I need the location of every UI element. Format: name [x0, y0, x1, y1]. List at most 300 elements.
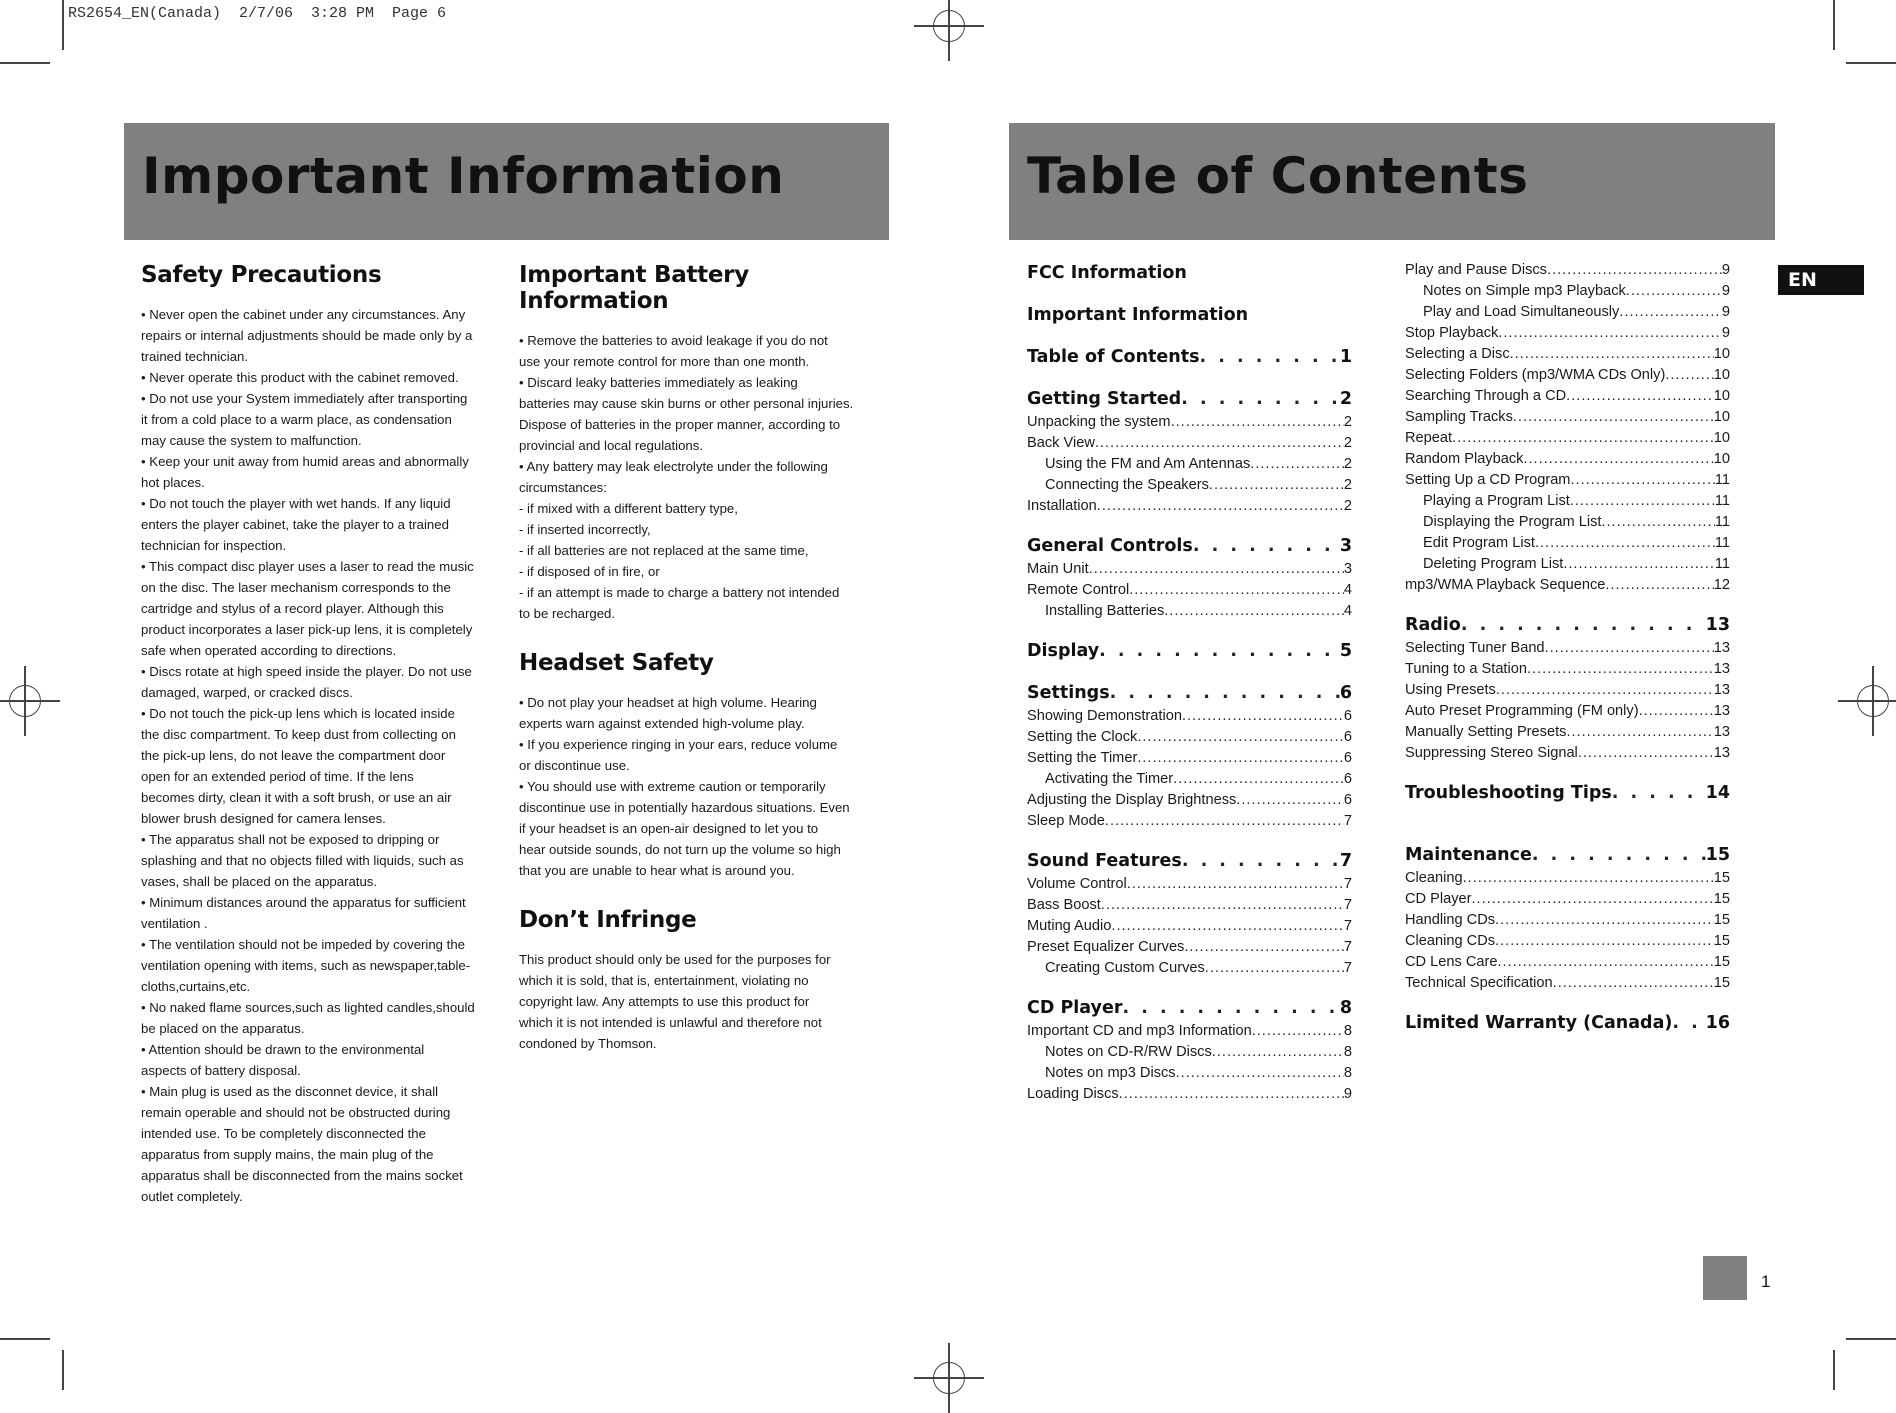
toc-entry-title: Stop Playback — [1405, 325, 1499, 341]
toc-entry[interactable] — [1027, 706, 1352, 727]
toc-entry-page: 11 — [1714, 514, 1730, 530]
toc-leader-dots — [1122, 995, 1339, 1021]
toc-entry[interactable] — [1027, 475, 1352, 496]
toc-entry-title: Using the FM and Am Antennas — [1045, 456, 1251, 472]
toc-entry-page: 15 — [1713, 912, 1730, 928]
text-line: repairs or internal adjustments should be made only by a — [141, 328, 473, 343]
table-of-contents-banner — [1009, 123, 1775, 240]
toc-leader-dots — [1250, 454, 1344, 475]
toc-leader-dots — [1137, 748, 1344, 769]
toc-entry-page: 2 — [1343, 435, 1352, 451]
text-line: • Never operate this product with the cabinet removed. — [141, 370, 459, 385]
toc-entry[interactable] — [1027, 580, 1352, 601]
toc-entry-title: Notes on mp3 Discs — [1045, 1065, 1176, 1081]
toc-entry[interactable] — [1405, 612, 1730, 638]
page-title: Important Information — [142, 147, 785, 205]
text-line: • Minimum distances around the apparatus for sufficient — [141, 895, 466, 910]
text-line: • Discs rotate at high speed inside the player. Do not use — [141, 664, 472, 679]
text-line: - if all batteries are not replaced at the same time, — [519, 543, 809, 558]
toc-leader-dots — [1176, 1063, 1344, 1084]
text-line: be placed on the apparatus. — [141, 1021, 305, 1036]
toc-entry[interactable] — [1405, 344, 1730, 365]
text-line: open for an extended period of time. If the lens — [141, 769, 414, 784]
toc-entry[interactable] — [1027, 995, 1352, 1021]
text-line: remain operable and should not be obstructed during — [141, 1105, 451, 1120]
toc-entry-page: 14 — [1705, 783, 1730, 803]
toc-entry-page: 13 — [1713, 661, 1730, 677]
toc-entry-title: Remote Control — [1027, 582, 1130, 598]
toc-entry-page: 8 — [1343, 1044, 1352, 1060]
toc-entry-page: 7 — [1343, 876, 1352, 892]
text-line: technician for inspection. — [141, 538, 287, 553]
toc-leader-dots — [1129, 580, 1344, 601]
text-line: ventilation . — [141, 916, 208, 931]
toc-entry-title: Setting Up a CD Program — [1405, 472, 1571, 488]
toc-entry-page: 10 — [1713, 451, 1730, 467]
important-information-banner — [124, 123, 889, 240]
crop-mark — [62, 1350, 64, 1390]
toc-entry[interactable] — [1027, 601, 1352, 622]
text-line: ventilation opening with items, such as newspaper,table- — [141, 958, 471, 973]
toc-entry-page: 10 — [1713, 346, 1730, 362]
safety-column — [141, 262, 501, 1207]
toc-leader-dots — [1570, 491, 1715, 512]
crop-mark — [1846, 1338, 1896, 1340]
toc-leader-dots — [1532, 842, 1706, 868]
text-line: • Keep your unit away from humid areas and abnormally — [141, 454, 469, 469]
toc-entry-title: Showing Demonstration — [1027, 708, 1182, 724]
toc-entry[interactable] — [1405, 910, 1730, 931]
toc-entry-title: Play and Load Simultaneously — [1423, 304, 1620, 320]
text-line: splashing and that no objects filled with liquids, such as — [141, 853, 464, 868]
toc-leader-dots — [1563, 554, 1715, 575]
toc-entry-page: 2 — [1343, 477, 1352, 493]
toc-entry[interactable] — [1405, 365, 1730, 386]
toc-entry-page: 13 — [1713, 682, 1730, 698]
toc-leader-dots — [1566, 722, 1713, 743]
text-line: aspects of battery disposal. — [141, 1063, 301, 1078]
toc-entry-page: 6 — [1343, 708, 1352, 724]
toc-entry-page: 7 — [1343, 897, 1352, 913]
text-line: vases, shall be placed on the apparatus. — [141, 874, 378, 889]
toc-entry[interactable] — [1405, 743, 1730, 764]
toc-entry-title: Technical Specification — [1405, 975, 1553, 991]
toc-entry[interactable] — [1405, 533, 1730, 554]
toc-entry-page: 15 — [1713, 891, 1730, 907]
safety-text — [141, 304, 501, 1207]
toc-entry-title: Activating the Timer — [1045, 771, 1174, 787]
registration-mark-icon — [9, 685, 41, 717]
toc-entry-title: Bass Boost — [1027, 897, 1101, 913]
toc-leader-dots — [1495, 910, 1714, 931]
text-line: intended use. To be completely disconnected the — [141, 1126, 426, 1141]
toc-leader-dots — [1510, 344, 1714, 365]
text-line: damaged, warped, or cracked discs. — [141, 685, 353, 700]
toc-leader-dots — [1099, 638, 1340, 664]
toc-entry-title: Repeat — [1405, 430, 1453, 446]
toc-leader-dots — [1111, 916, 1343, 937]
toc-entry[interactable] — [1405, 512, 1730, 533]
toc-entry[interactable] — [1027, 790, 1352, 811]
toc-entry-page: 8 — [1343, 1065, 1352, 1081]
toc-entry-title: Sleep Mode — [1027, 813, 1105, 829]
text-line: • Do not use your System immediately after transporting — [141, 391, 468, 406]
toc-leader-dots — [1523, 449, 1713, 470]
toc-leader-dots — [1182, 706, 1344, 727]
toc-leader-dots — [1601, 512, 1714, 533]
toc-leader-dots — [1171, 412, 1344, 433]
infringe-text — [519, 949, 879, 1054]
toc-entry[interactable] — [1405, 554, 1730, 575]
toc-entry[interactable] — [1027, 958, 1352, 979]
toc-entry[interactable] — [1405, 842, 1730, 868]
toc-entry-page: 13 — [1713, 745, 1730, 761]
text-line: • Do not touch the player with wet hands. If any liquid — [141, 496, 451, 511]
toc-leader-dots — [1496, 680, 1714, 701]
text-line: • Do not touch the pick-up lens which is located inside — [141, 706, 455, 721]
toc-entry[interactable] — [1027, 937, 1352, 958]
text-line: circumstances: — [519, 480, 607, 495]
toc-entry[interactable] — [1405, 428, 1730, 449]
toc-entry[interactable] — [1027, 412, 1352, 433]
toc-entry-page: 5 — [1339, 641, 1352, 661]
toc-entry-title: Muting Audio — [1027, 918, 1112, 934]
toc-leader-dots — [1209, 475, 1344, 496]
toc-entry[interactable] — [1405, 281, 1730, 302]
text-line: hot places. — [141, 475, 205, 490]
toc-entry[interactable] — [1027, 1042, 1352, 1063]
toc-entry-title: Important Information — [1027, 305, 1249, 325]
toc-entry-page: 12 — [1713, 577, 1730, 593]
toc-entry-page: 3 — [1339, 536, 1352, 556]
toc-leader-dots — [1578, 743, 1714, 764]
text-line: • No naked flame sources,such as lighted candles,should — [141, 1000, 475, 1015]
infringe-heading: Don’t Infringe — [519, 907, 697, 933]
safety-heading: Safety Precautions — [141, 262, 382, 288]
language-badge: EN — [1778, 265, 1864, 295]
print-header-line: RS2654_EN(Canada) 2/7/06 3:28 PM Page 6 — [68, 5, 447, 22]
text-line: provincial and local regulations. — [519, 438, 704, 453]
toc-entry[interactable] — [1405, 780, 1730, 806]
toc-entry-title: Notes on CD-R/RW Discs — [1045, 1044, 1212, 1060]
toc-leader-dots — [1205, 958, 1344, 979]
toc-entry-title: Manually Setting Presets — [1405, 724, 1567, 740]
toc-entry[interactable] — [1027, 895, 1352, 916]
toc-leader-dots — [1463, 868, 1714, 889]
toc-entry-title: Selecting Folders (mp3/WMA CDs Only) — [1405, 367, 1666, 383]
toc-column-1 — [1027, 260, 1352, 1105]
toc-entry-page: 15 — [1713, 954, 1730, 970]
toc-entry-page: 7 — [1343, 918, 1352, 934]
toc-entry-page: 1 — [1339, 347, 1352, 367]
toc-entry-page: 6 — [1343, 792, 1352, 808]
text-line: it from a cold place to a warm place, as condensation — [141, 412, 452, 427]
toc-leader-dots — [1545, 638, 1714, 659]
text-line: discontinue use in potentially hazardous situations. Even — [519, 800, 850, 815]
toc-entry[interactable] — [1027, 727, 1352, 748]
toc-entry-page: 9 — [1721, 304, 1730, 320]
toc-entry[interactable] — [1027, 1021, 1352, 1042]
crop-mark — [1833, 0, 1835, 50]
toc-entry-title: CD Player — [1027, 998, 1123, 1018]
toc-entry-title: Limited Warranty (Canada) — [1405, 1013, 1673, 1033]
toc-entry[interactable] — [1027, 1084, 1352, 1105]
toc-entry[interactable] — [1405, 680, 1730, 701]
toc-entry-page: 13 — [1705, 615, 1730, 635]
toc-entry-title: Random Playback — [1405, 451, 1524, 467]
toc-leader-dots — [1612, 780, 1706, 806]
text-line: • If you experience ringing in your ears, reduce volume — [519, 737, 838, 752]
page-number-box — [1703, 1256, 1747, 1300]
toc-entry[interactable] — [1027, 680, 1352, 706]
crop-mark — [0, 1338, 50, 1340]
toc-leader-dots — [1184, 937, 1344, 958]
headset-heading: Headset Safety — [519, 650, 714, 676]
text-line: or discontinue use. — [519, 758, 630, 773]
toc-leader-dots — [1173, 769, 1344, 790]
page-number: 1 — [1761, 1272, 1771, 1291]
toc-entry-page: 9 — [1343, 1086, 1352, 1102]
toc-entry[interactable] — [1405, 931, 1730, 952]
text-line: the disc compartment. To keep dust from collecting on — [141, 727, 456, 742]
toc-entry[interactable] — [1027, 386, 1352, 412]
toc-entry[interactable] — [1027, 433, 1352, 454]
text-line: product incorporates a laser pick-up lens, it is completely — [141, 622, 473, 637]
toc-entry-page: 11 — [1714, 493, 1730, 509]
toc-entry[interactable] — [1027, 916, 1352, 937]
toc-entry[interactable] — [1405, 575, 1730, 596]
text-line: trained technician. — [141, 349, 249, 364]
text-line: • Remove the batteries to avoid leakage if you do not — [519, 333, 828, 348]
toc-leader-dots — [1626, 281, 1722, 302]
toc-entry-title: Adjusting the Display Brightness — [1027, 792, 1237, 808]
toc-entry[interactable] — [1027, 559, 1352, 580]
toc-entry-title: FCC Information — [1027, 263, 1187, 283]
toc-entry-title: Cleaning CDs — [1405, 933, 1496, 949]
toc-leader-dots — [1182, 848, 1340, 874]
toc-leader-dots — [1535, 533, 1715, 554]
text-line: • This compact disc player uses a laser to read the music — [141, 559, 474, 574]
toc-entry[interactable] — [1027, 533, 1352, 559]
toc-entry[interactable] — [1405, 701, 1730, 722]
toc-entry-title: Unpacking the system — [1027, 414, 1171, 430]
toc-entry[interactable] — [1405, 260, 1730, 281]
text-line: batteries may cause skin burns or other personal injuries. — [519, 396, 854, 411]
toc-entry-title: Sound Features — [1027, 851, 1182, 871]
toc-entry[interactable] — [1405, 722, 1730, 743]
text-line: • Attention should be drawn to the environmental — [141, 1042, 425, 1057]
toc-entry-page: 13 — [1713, 724, 1730, 740]
toc-leader-dots — [1110, 680, 1340, 706]
toc-leader-dots — [1200, 344, 1340, 370]
toc-entry-title: Loading Discs — [1027, 1086, 1119, 1102]
toc-leader-dots — [1498, 323, 1722, 344]
toc-entry-title: Radio — [1405, 615, 1461, 635]
toc-entry-title: Display — [1027, 641, 1100, 661]
toc-leader-dots — [1127, 874, 1344, 895]
toc-leader-dots — [1566, 386, 1714, 407]
toc-entry[interactable] — [1405, 449, 1730, 470]
toc-entry-title: Settings — [1027, 683, 1110, 703]
toc-leader-dots — [1527, 659, 1714, 680]
toc-entry-page: 11 — [1714, 535, 1730, 551]
toc-entry-page: 11 — [1714, 472, 1730, 488]
toc-entry[interactable] — [1405, 952, 1730, 973]
toc-entry-title: Using Presets — [1405, 682, 1496, 698]
toc-entry-page: 13 — [1713, 703, 1730, 719]
text-line: - if inserted incorrectly, — [519, 522, 651, 537]
toc-entry-page: 13 — [1713, 640, 1730, 656]
toc-entry-page: 4 — [1343, 603, 1352, 619]
toc-leader-dots — [1672, 1010, 1705, 1036]
registration-mark-icon — [1857, 685, 1889, 717]
toc-leader-dots — [1137, 727, 1344, 748]
text-line: - if an attempt is made to charge a battery not intended — [519, 585, 840, 600]
toc-title: Table of Contents — [1027, 147, 1529, 205]
toc-entry-title: Setting the Clock — [1027, 729, 1138, 745]
toc-entry[interactable] — [1027, 848, 1352, 874]
toc-entry-title: CD Player — [1405, 891, 1472, 907]
toc-entry[interactable] — [1405, 638, 1730, 659]
toc-entry-title: Cleaning — [1405, 870, 1463, 886]
text-line: cloths,curtains,etc. — [141, 979, 251, 994]
crop-mark — [62, 0, 64, 50]
toc-entry[interactable] — [1405, 302, 1730, 323]
toc-entry[interactable] — [1405, 323, 1730, 344]
toc-entry-page: 7 — [1343, 939, 1352, 955]
toc-entry-page: 2 — [1343, 414, 1352, 430]
toc-entry-page: 10 — [1713, 388, 1730, 404]
toc-entry[interactable] — [1405, 659, 1730, 680]
toc-leader-dots — [1105, 811, 1344, 832]
toc-entry-title: Back View — [1027, 435, 1095, 451]
toc-entry-page: 16 — [1705, 1013, 1730, 1033]
text-line: - if disposed of in fire, or — [519, 564, 660, 579]
text-line: • Discard leaky batteries immediately as leaking — [519, 375, 798, 390]
toc-entry-page: 15 — [1713, 933, 1730, 949]
text-line: • Do not play your headset at high volume. Hearing — [519, 695, 817, 710]
toc-entry-page: 10 — [1713, 430, 1730, 446]
text-line: condoned by Thomson. — [519, 1036, 657, 1051]
toc-entry-title: Important CD and mp3 Information — [1027, 1023, 1252, 1039]
text-line: which it is sold, that is, entertainment, violating no — [519, 973, 809, 988]
toc-entry[interactable] — [1027, 302, 1352, 328]
toc-entry[interactable] — [1027, 1063, 1352, 1084]
toc-leader-dots — [1553, 973, 1714, 994]
toc-entry[interactable] — [1027, 496, 1352, 517]
toc-entry[interactable] — [1027, 454, 1352, 475]
toc-leader-dots — [1665, 365, 1713, 386]
toc-entry-title: Displaying the Program List — [1423, 514, 1602, 530]
toc-entry[interactable] — [1405, 868, 1730, 889]
battery-text — [519, 330, 879, 624]
text-line: outlet completely. — [141, 1189, 243, 1204]
toc-leader-dots — [1497, 952, 1713, 973]
text-line: • Main plug is used as the disconnet device, it shall — [141, 1084, 439, 1099]
text-line: to be recharged. — [519, 606, 616, 621]
text-line: the pick-up lens, do not leave the compartment door — [141, 748, 446, 763]
toc-entry-title: General Controls — [1027, 536, 1193, 556]
toc-leader-dots — [1619, 302, 1722, 323]
text-line: • Any battery may leak electrolyte under the following — [519, 459, 828, 474]
toc-entry-page: 10 — [1713, 409, 1730, 425]
toc-entry-title: CD Lens Care — [1405, 954, 1498, 970]
toc-entry[interactable] — [1027, 260, 1352, 286]
text-line: apparatus shall be disconnected from the mains socket — [141, 1168, 463, 1183]
toc-entry[interactable] — [1405, 470, 1730, 491]
text-line: • You should use with extreme caution or temporarily — [519, 779, 826, 794]
toc-entry-title: Selecting Tuner Band — [1405, 640, 1545, 656]
text-line: on the disc. The laser mechanism corresponds to the — [141, 580, 451, 595]
battery-column — [519, 262, 879, 1054]
text-line: safe when operated according to directions. — [141, 643, 397, 658]
toc-entry-page: 6 — [1339, 683, 1352, 703]
toc-leader-dots — [1495, 931, 1714, 952]
battery-heading: Important Battery Information — [519, 262, 749, 314]
text-line: which it is not intended is unlawful and therefore not — [519, 1015, 822, 1030]
toc-leader-dots — [1089, 559, 1344, 580]
toc-entry-page: 10 — [1713, 367, 1730, 383]
toc-leader-dots — [1605, 575, 1713, 596]
toc-entry[interactable] — [1405, 491, 1730, 512]
toc-entry-page: 7 — [1339, 851, 1352, 871]
toc-entry-title: Sampling Tracks — [1405, 409, 1513, 425]
toc-entry[interactable] — [1405, 1010, 1730, 1036]
toc-leader-dots — [1461, 612, 1706, 638]
toc-entry[interactable] — [1405, 973, 1730, 994]
toc-entry[interactable] — [1027, 638, 1352, 664]
toc-leader-dots — [1119, 1084, 1344, 1105]
text-line: hear outside sounds, do not turn up the volume so high — [519, 842, 841, 857]
text-line: becomes dirty, clean it with a soft brush, or use an air — [141, 790, 452, 805]
toc-entry-title: Playing a Program List — [1423, 493, 1570, 509]
toc-entry[interactable] — [1027, 344, 1352, 370]
toc-leader-dots — [1252, 1021, 1344, 1042]
text-line: that you are unable to hear what is around you. — [519, 863, 795, 878]
toc-entry-title: Creating Custom Curves — [1045, 960, 1205, 976]
toc-entry-title: Troubleshooting Tips — [1405, 783, 1612, 803]
text-line: blower brush designed for camera lenses. — [141, 811, 386, 826]
toc-entry-title: Play and Pause Discs — [1405, 262, 1547, 278]
toc-entry[interactable] — [1405, 889, 1730, 910]
toc-entry-title: Edit Program List — [1423, 535, 1535, 551]
toc-leader-dots — [1212, 1042, 1344, 1063]
toc-entry-title: Auto Preset Programming (FM only) — [1405, 703, 1639, 719]
toc-entry-title: Connecting the Speakers — [1045, 477, 1209, 493]
toc-entry[interactable] — [1405, 386, 1730, 407]
text-line: if your headset is an open-air designed to let you to — [519, 821, 819, 836]
toc-entry-page: 6 — [1343, 729, 1352, 745]
toc-entry-title: Table of Contents — [1027, 347, 1200, 367]
toc-leader-dots — [1472, 889, 1714, 910]
toc-entry[interactable] — [1405, 407, 1730, 428]
toc-entry[interactable] — [1027, 748, 1352, 769]
toc-entry[interactable] — [1027, 769, 1352, 790]
text-line: cartridge and stylus of a record player. Although this — [141, 601, 444, 616]
text-line: copyright law. Any attempts to use this product for — [519, 994, 810, 1009]
toc-entry-page: 2 — [1343, 456, 1352, 472]
toc-entry-title: Maintenance — [1405, 845, 1532, 865]
toc-entry[interactable] — [1027, 811, 1352, 832]
text-line: enters the player cabinet, take the player to a trained — [141, 517, 449, 532]
toc-entry-page: 9 — [1721, 262, 1730, 278]
toc-entry-title: Tuning to a Station — [1405, 661, 1527, 677]
toc-entry-title: Searching Through a CD — [1405, 388, 1567, 404]
text-line: experts warn against extended high-volume play. — [519, 716, 805, 731]
toc-entry-page: 8 — [1343, 1023, 1352, 1039]
toc-entry[interactable] — [1027, 874, 1352, 895]
toc-leader-dots — [1193, 533, 1340, 559]
